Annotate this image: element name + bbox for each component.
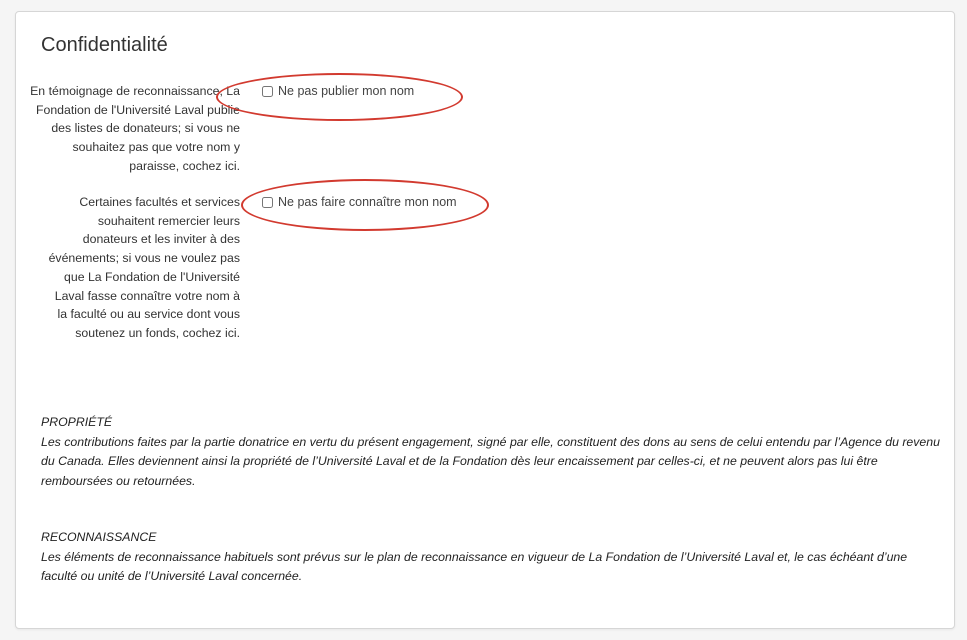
panel-title: Confidentialité (41, 34, 168, 56)
reconnaissance-section (41, 528, 941, 587)
no-publish-checkbox[interactable] (262, 86, 273, 97)
no-publish-label: Ne pas publier mon nom (278, 84, 415, 98)
propriete-section (41, 413, 941, 491)
confidentiality-panel (15, 11, 955, 629)
no-disclose-option[interactable] (262, 195, 457, 209)
propriete-text: Les contributions faites par la partie donatrice en vertu du présent engagement, signé par elle, constituent des dons au sens de celui entendu par l’Agence du revenu du Canada. Elles deviennent ainsi la propriété de l’Université Laval et de la Fondation dès leur encaissement par celles-ci, et ne peuvent alors pas lui être remboursées ou retournées. (41, 434, 940, 488)
no-publish-option[interactable] (262, 84, 414, 98)
reconnaissance-title: RECONNAISSANCE (41, 530, 157, 544)
reconnaissance-text: Les éléments de reconnaissance habituels sont prévus sur le plan de reconnaissance en vigueur de La Fondation de l’Université Laval et, le cas échéant d’une faculté ou unité de l’Université Laval concernée. (41, 549, 908, 583)
propriete-title: PROPRIÉTÉ (41, 415, 113, 429)
publish-description: En témoignage de reconnaissance, La Fondation de l'Université Laval publie des listes de donateurs; si vous ne souhaitez pas que votre nom y paraisse, cochez ici. (30, 84, 240, 173)
no-disclose-label: Ne pas faire connaître mon nom (278, 195, 457, 209)
disclose-description: Certaines facultés et services souhaitent remercier leurs donateurs et les inviter à des événements; si vous ne voulez pas que La Fondation de l'Université Laval fasse connaître votre nom à la faculté ou au service dont vous soutenez un fonds, cochez ici. (48, 195, 240, 340)
no-disclose-checkbox[interactable] (262, 197, 273, 208)
